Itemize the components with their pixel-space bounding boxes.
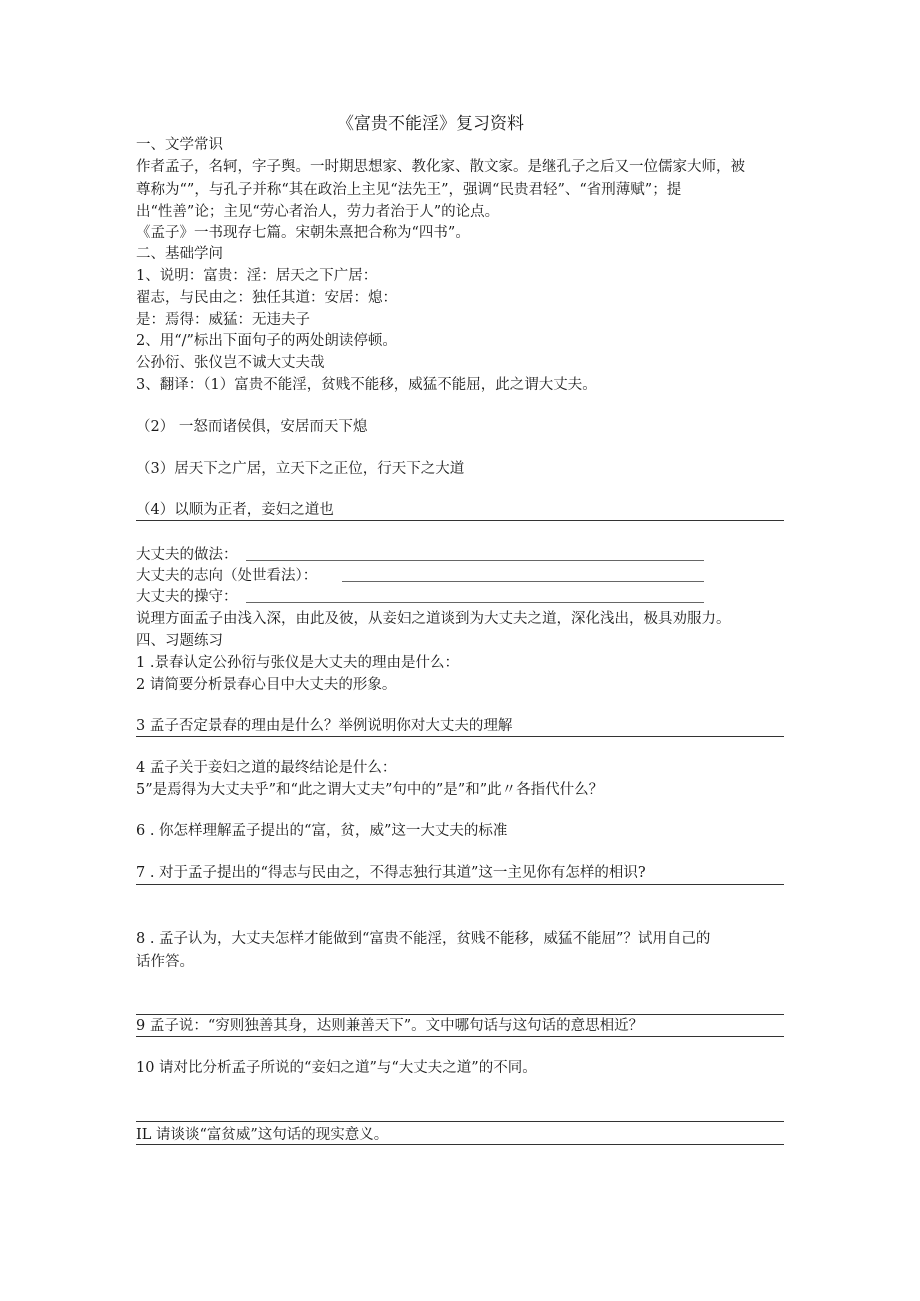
- exercise-6: 6 . 你怎样理解孟子提出的“富，贫，威”这一大丈夫的标准: [136, 823, 508, 839]
- question-2-sentence: 公孙衍、张仪岂不诚大丈夫哉: [136, 355, 325, 371]
- question-1-line-1: 1、说明：富贵：淫：居天之下广居：: [136, 268, 378, 284]
- divider: [136, 884, 784, 885]
- divider: [136, 520, 784, 521]
- divider: [136, 1014, 784, 1015]
- exercise-9: 9 孟子说：“穷则独善其身，达则兼善天下”。文中哪句话与这句话的意思相近？: [136, 1018, 644, 1034]
- exercise-4: 4 孟子关于妾妇之道的最终结论是什么：: [136, 760, 397, 776]
- exercise-2: 2 请简要分析景春心目中大丈夫的形象。: [136, 677, 397, 693]
- exercise-11: IL 请谈谈“富贫威”这句话的现实意义。: [136, 1127, 389, 1143]
- analysis-line-reasoning: 说理方面孟子由浅入深，由此及彼，从妾妇之道谈到为大丈夫之道，深化浅出，极具劝服力。: [136, 611, 731, 627]
- divider: [136, 1144, 784, 1145]
- question-3-item-2: （2） 一怒而诸侯俱，安居而天下熄: [136, 419, 368, 435]
- question-3: 3、翻译：（1）富贵不能淫，贫贱不能移，威猛不能屈，此之谓大丈夫。: [136, 377, 597, 393]
- divider: [136, 736, 784, 737]
- book-paragraph: 《孟子》一书现存七篇。宋朝朱熹把合称为“四书”。: [136, 225, 470, 241]
- exercise-1: 1 .景春认定公孙衍与张仪是大丈夫的理由是什么：: [136, 655, 459, 671]
- divider: [136, 1036, 784, 1037]
- question-1-line-2: 翟志，与民由之：独任其道：安居：熄：: [136, 290, 397, 306]
- section-heading-exercises: 四、习题练习: [136, 633, 223, 649]
- answer-blank: [246, 602, 704, 603]
- exercise-10: 10 请对比分析孟子所说的“妾妇之道”与“大丈夫之道”的不同。: [136, 1060, 537, 1076]
- section-heading-literature: 一、文学常识: [136, 137, 223, 153]
- analysis-line-ambition: 大丈夫的志向（处世看法）：: [136, 568, 318, 584]
- answer-blank: [342, 581, 704, 582]
- exercise-3: 3 孟子否定景春的理由是什么？举例说明你对大丈夫的理解: [136, 718, 513, 734]
- document-title: 《富贵不能淫》复习资料: [337, 114, 524, 134]
- analysis-line-practice: 大丈夫的做法：: [136, 547, 238, 563]
- question-3-item-4: （4）以顺为正者，妾妇之道也: [136, 502, 334, 518]
- exercise-8-line-1: 8 . 孟子认为，大丈夫怎样才能做到“富贵不能淫，贫贱不能移，威猛不能屈”？试用自己的: [136, 931, 711, 947]
- section-heading-basics: 二、基础学问: [136, 246, 223, 262]
- question-3-item-3: （3）居天下之广居，立天下之正位，行天下之大道: [136, 461, 465, 477]
- exercise-5: 5”是焉得为大丈夫乎”和“此之谓大丈夫”句中的”是”和”此〃各指代什么？: [136, 782, 604, 798]
- exercise-8-line-2: 话作答。: [136, 954, 194, 970]
- author-paragraph-line-2: 尊称为“”，与孔子并称“其在政治上主见“法先王”，强调“民贵君轻”、“省刑薄赋”；提: [136, 182, 682, 198]
- question-1-line-3: 是：焉得：威猛：无违夫子: [136, 312, 310, 328]
- analysis-line-integrity: 大丈夫的操守：: [136, 589, 238, 605]
- question-2: 2、用“/”标出下面句子的两处朗读停顿。: [136, 333, 397, 349]
- author-paragraph-line-1: 作者孟子，名轲，字子舆。一时期思想家、教化家、散文家。是继孔子之后又一位儒家大师，被: [136, 159, 745, 175]
- answer-blank: [246, 560, 704, 561]
- author-paragraph-line-3: 出“性善”论；主见“劳心者治人，劳力者治于人”的论点。: [136, 204, 500, 220]
- exercise-7: 7 . 对于孟子提出的“得志与民由之，不得志独行其道”这一主见你有怎样的相识?: [136, 865, 646, 881]
- divider: [136, 1121, 784, 1122]
